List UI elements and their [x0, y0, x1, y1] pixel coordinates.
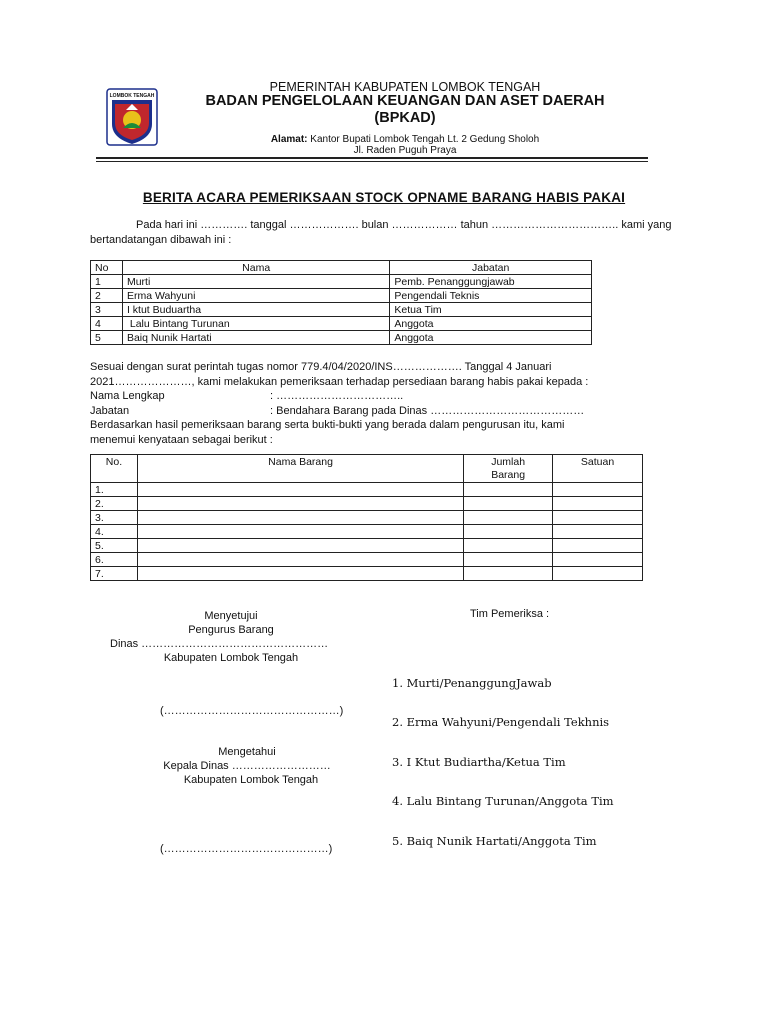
acknowledgement-heading: Mengetahui — [218, 746, 276, 758]
table-cell: 1 — [91, 275, 123, 289]
table-cell — [137, 511, 463, 525]
table-row — [91, 483, 643, 497]
table-cell: 5 — [91, 331, 123, 345]
list-item: 1. Murti/PenanggungJawab — [392, 676, 552, 690]
list-item: 2. Erma Wahyuni/Pengendali Tekhnis — [392, 715, 610, 729]
table-header-row — [91, 261, 592, 275]
table-cell: 3 — [91, 303, 123, 317]
agency-name: BADAN PENGELOLAAN KEUANGAN DAN ASET DAERAH — [205, 93, 605, 109]
table-row — [91, 289, 592, 303]
agency-abbreviation: (BPKAD) — [374, 110, 436, 126]
table-cell — [464, 497, 553, 511]
name-row — [90, 389, 677, 404]
table-cell: Murti — [122, 275, 389, 289]
table-cell — [553, 497, 643, 511]
row-number: 1. — [91, 483, 138, 497]
table-row — [91, 553, 643, 567]
approval-block — [110, 609, 338, 665]
table-cell — [553, 483, 643, 497]
government-name: PEMERINTAH KABUPATEN LOMBOK TENGAH — [269, 80, 541, 94]
approval-heading: Menyetujui — [204, 610, 258, 622]
intro-paragraph — [90, 218, 677, 248]
table-cell — [137, 497, 463, 511]
table-cell — [464, 567, 553, 581]
table-cell — [553, 511, 643, 525]
header-rule-thin — [96, 161, 648, 162]
table-cell — [464, 539, 553, 553]
name-value: : …………………………….. — [270, 390, 404, 402]
row-number: 3. — [91, 511, 138, 525]
table-cell — [553, 539, 643, 553]
column-header: No. — [91, 455, 138, 483]
table-row — [91, 511, 643, 525]
intro-line-1: Pada hari ini …………. tanggal ………………. bulan ……………… tahun …………………………….. kami yang — [136, 219, 672, 231]
table-cell — [464, 553, 553, 567]
body-line-1: Sesuai dengan surat perintah tugas nomor 779.4/04/2020/INS………………. Tanggal 4 Januari — [90, 361, 552, 373]
row-number: 2. — [91, 497, 138, 511]
table-cell: Baiq Nunik Hartati — [122, 331, 389, 345]
document-title: BERITA ACARA PEMERIKSAAN STOCK OPNAME BARANG HABIS PAKAI — [142, 190, 626, 205]
column-header: Jabatan — [390, 261, 592, 275]
column-header: Jumlah Barang — [464, 455, 553, 483]
row-number: 7. — [91, 567, 138, 581]
list-item: 4. Lalu Bintang Turunan/Anggota Tim — [392, 794, 614, 808]
table-row — [91, 539, 643, 553]
goods-table — [90, 454, 643, 581]
table-cell — [553, 525, 643, 539]
address-text-1: Kantor Bupati Lombok Tengah Lt. 2 Gedung Sholoh — [307, 134, 540, 145]
table-header-row — [91, 455, 643, 483]
table-cell — [553, 553, 643, 567]
position-row — [90, 404, 677, 419]
table-cell: I ktut Buduartha — [122, 303, 389, 317]
table-cell — [464, 525, 553, 539]
team-table — [90, 260, 592, 345]
approver-office: Dinas …………………………………………… — [110, 638, 329, 650]
table-cell: 4 — [91, 317, 123, 331]
intro-line-2: bertandatangan dibawah ini : — [90, 234, 232, 246]
header-rule-thick — [96, 157, 648, 159]
address-line-1 — [170, 134, 640, 145]
address-label: Alamat: — [270, 134, 308, 145]
position-label: Jabatan — [90, 404, 130, 417]
table-cell: Pemb. Penanggungjawab — [390, 275, 592, 289]
table-cell — [464, 483, 553, 497]
table-cell: Anggota — [390, 331, 592, 345]
inspection-team-label: Tim Pemeriksa : — [470, 608, 550, 620]
head-signature-line: (………………………………………) — [160, 843, 333, 855]
approver-signature-line: (…………………………………………) — [160, 705, 344, 717]
table-row — [91, 497, 643, 511]
table-cell: 2 — [91, 289, 123, 303]
row-number: 6. — [91, 553, 138, 567]
table-row — [91, 275, 592, 289]
body-line-5: Berdasarkan hasil pemeriksaan barang serta bukti-bukti yang berada dalam pengurusan itu, kami — [90, 419, 565, 431]
address-line-2: Jl. Raden Puguh Praya — [353, 145, 457, 156]
approver-regency: Kabupaten Lombok Tengah — [163, 652, 299, 664]
svg-text:LOMBOK TENGAH: LOMBOK TENGAH — [109, 93, 155, 99]
table-cell — [137, 553, 463, 567]
column-header: Nama — [122, 261, 389, 275]
assignment-paragraph — [90, 360, 677, 447]
table-cell: Pengendali Teknis — [390, 289, 592, 303]
table-cell — [137, 483, 463, 497]
list-item: 3. I Ktut Budiartha/Ketua Tim — [392, 755, 566, 769]
body-line-6: menemui kenyataan sebagai berikut : — [90, 433, 273, 446]
body-line-2: 2021…………………, kami melakukan pemeriksaan terhadap persediaan barang habis pakai kepada : — [90, 375, 589, 388]
row-number: 5. — [91, 539, 138, 553]
column-header: No — [91, 261, 123, 275]
column-header: Satuan — [553, 455, 643, 483]
head-of-office-regency: Kabupaten Lombok Tengah — [183, 774, 319, 786]
table-row — [91, 525, 643, 539]
table-cell: Erma Wahyuni — [122, 289, 389, 303]
table-cell — [137, 539, 463, 553]
table-cell — [137, 525, 463, 539]
table-cell — [464, 511, 553, 525]
acknowledgement-block — [140, 745, 340, 787]
approver-role: Pengurus Barang — [188, 624, 274, 636]
position-value: : Bendahara Barang pada Dinas …………………………………… — [270, 404, 585, 417]
table-row — [91, 317, 592, 331]
head-of-office-title: Kepala Dinas ……………………… — [163, 760, 331, 772]
table-row — [91, 567, 643, 581]
table-row — [91, 303, 592, 317]
table-cell: Anggota — [390, 317, 592, 331]
table-cell: Lalu Bintang Turunan — [122, 317, 389, 331]
list-item: 5. Baiq Nunik Hartati/Anggota Tim — [392, 834, 597, 848]
regency-logo — [106, 88, 158, 146]
table-cell — [137, 567, 463, 581]
row-number: 4. — [91, 525, 138, 539]
table-row — [91, 331, 592, 345]
name-label: Nama Lengkap — [90, 390, 165, 402]
table-cell: Ketua Tim — [390, 303, 592, 317]
table-cell — [553, 567, 643, 581]
column-header: Nama Barang — [137, 455, 463, 483]
